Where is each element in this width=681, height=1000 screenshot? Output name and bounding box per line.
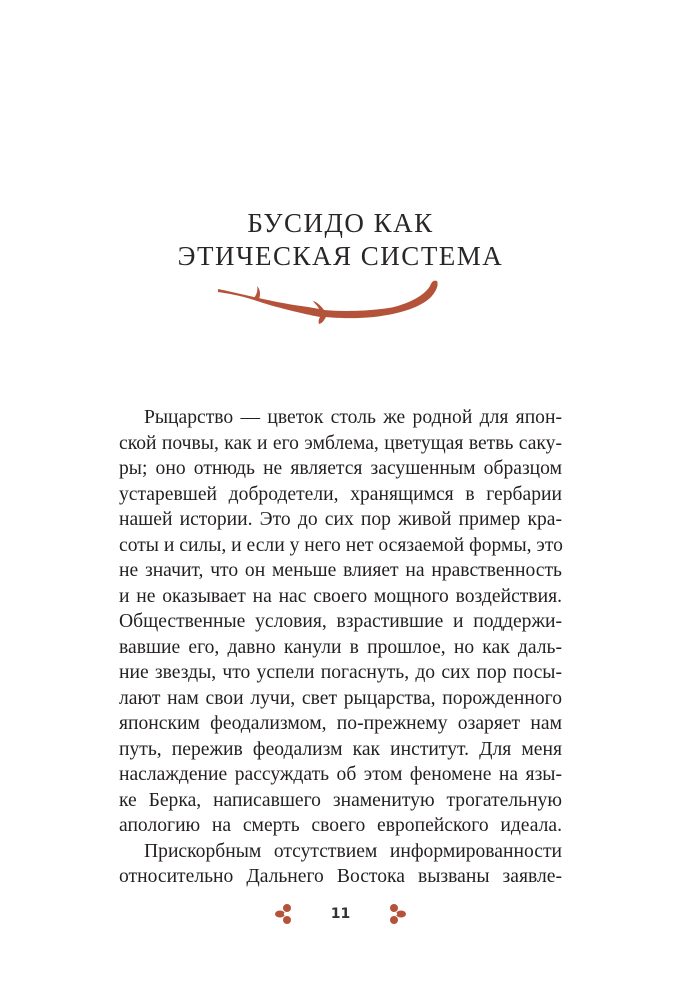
text-line: японским феодализмом, по-прежнему озаряет нам — [119, 713, 562, 734]
body-text — [119, 405, 562, 890]
text-line: нашей истории. Это до сих пор живой пример кра- — [119, 509, 562, 530]
text-line: устаревшей добродетели, хранящимся в гербарии — [119, 483, 562, 505]
sakura-branch-ornament — [214, 276, 444, 326]
text-line: вавшие его, давно канули в прошлое, но как даль- — [119, 636, 562, 658]
page-number: 11 — [330, 906, 351, 922]
text-line: ской почвы, как и его эмблема, цветущая ветвь саку- — [119, 432, 562, 454]
text-line: не значит, что он меньше влияет на нравственность — [119, 560, 562, 581]
text-line: соты и силы, и если у него нет осязаемой формы, это — [119, 534, 563, 556]
text-line: Общественные условия, взрастившие и поддержи- — [119, 611, 562, 632]
sakura-flower-icon — [384, 903, 406, 925]
text-line: ры; оно отнюдь не является засушенным образцом — [119, 458, 562, 479]
text-line: Прискорбным отсутствием информированности — [144, 840, 562, 862]
text-line: и не оказывает на нас своего мощного воздействия. — [119, 585, 562, 607]
text-line: апологию на смерть своего европейского идеала. — [119, 815, 562, 836]
sakura-flower-icon — [275, 903, 297, 925]
text-line: лают нам свои лучи, свет рыцарства, порожденного — [119, 687, 562, 709]
text-line: ке Берка, написавшего знаменитую трогательную — [119, 789, 562, 811]
text-line: ние звезды, что успели погаснуть, до сих пор посы- — [119, 662, 562, 683]
text-line: путь, пережив феодализм как институт. Для меня — [119, 738, 562, 760]
chapter-title-line-2: ЭТИЧЕСКАЯ СИСТЕМА — [177, 241, 504, 271]
page-footer — [0, 903, 681, 925]
text-line: наслаждение рассуждать об этом феномене на язы- — [119, 764, 562, 785]
chapter-title-line-1: БУСИДО КАК — [247, 208, 434, 238]
text-line: Рыцарство — цветок столь же родной для япон- — [144, 407, 562, 428]
text-line: относительно Дальнего Востока вызваны заявле- — [119, 866, 562, 887]
